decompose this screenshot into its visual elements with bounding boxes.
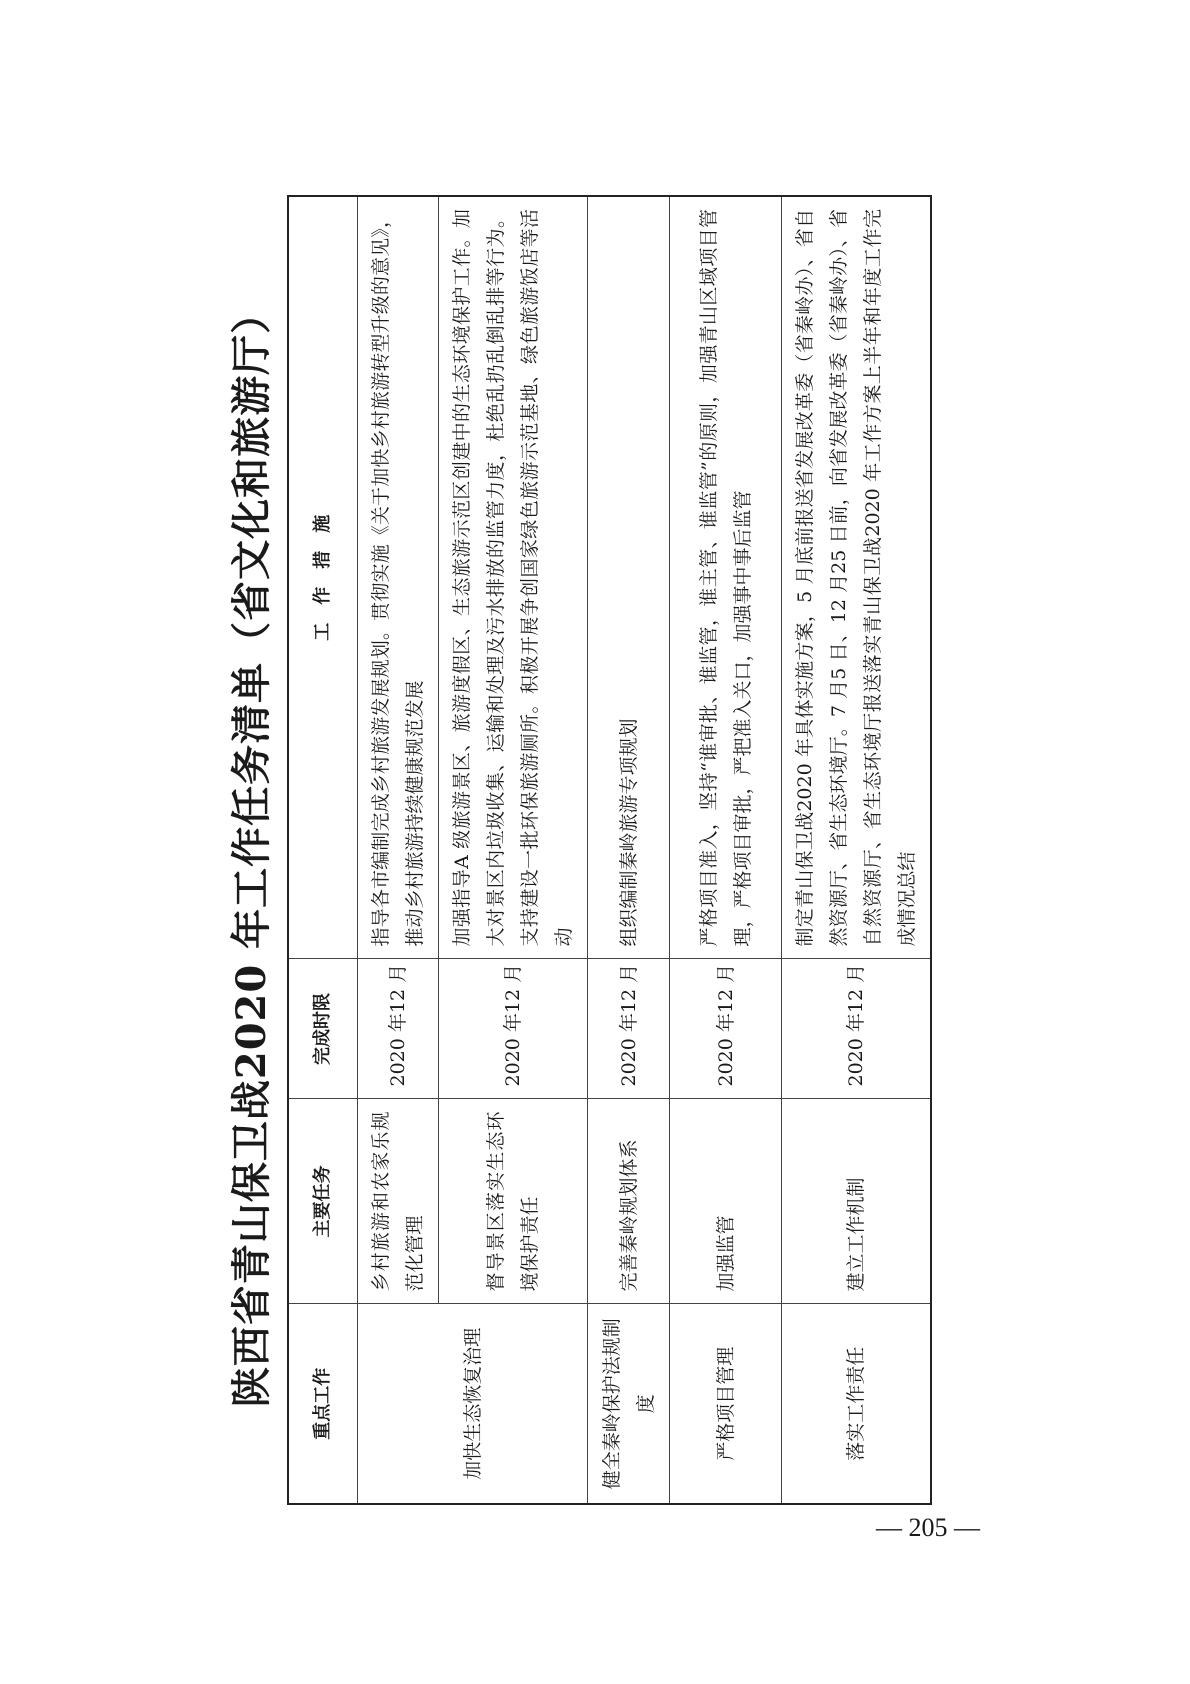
table-header-row [288,196,358,1504]
deadline-cell: 2020 年12 月 [358,959,439,1099]
task-table [287,195,932,1505]
deadline-cell: 2020 年12 月 [588,959,670,1099]
table-row [588,196,670,1504]
header-key-work: 重点工作 [288,1304,358,1504]
header-deadline: 完成时限 [288,959,358,1099]
key-work-cell: 严格项目管理 [670,1304,782,1504]
measures-cell: 严格项目准入，坚持“谁审批、谁监管，谁主管、谁监管”的原则，加强青山区域项目管理，严格项目审批，严把准入关口，加强事中事后监管 [670,196,782,959]
main-task-cell: 建立工作机制 [782,1099,932,1304]
main-task-cell: 完善秦岭规划体系 [588,1099,670,1304]
measures-cell: 制定青山保卫战2020 年具体实施方案，5 月底前报送省发展改革委（省秦岭办）、省自然资源厅、省生态环境厅。7 月5 日、12 月25 日前，向省发展改革委（省秦岭办）、省自然资源厅、省生态环境厅报送落实青山保卫战2020 年工作方案上半年和年度工作完成情况总结 [782,196,932,959]
page-number: — 205 — [876,1513,980,1542]
key-work-cell: 加快生态恢复治理 [358,1304,588,1504]
rotated-table-page [222,195,922,1505]
deadline-cell: 2020 年12 月 [782,959,932,1099]
page-title: 陕西省青山保卫战2020 年工作任务清单（省文化和旅游厅） [228,292,275,1408]
header-main-task: 主要任务 [288,1099,358,1304]
measures-cell: 组织编制秦岭旅游专项规划 [588,196,670,959]
deadline-cell: 2020 年12 月 [439,959,588,1099]
table-row [782,196,932,1504]
table-row [358,196,439,1504]
deadline-cell: 2020 年12 月 [670,959,782,1099]
key-work-cell: 落实工作责任 [782,1304,932,1504]
measures-cell: 指导各市编制完成乡村旅游发展规划。贯彻实施《关于加快乡村旅游转型升级的意见》，推动乡村旅游持续健康规范发展 [358,196,439,959]
header-measures: 工 作 措 施 [288,196,358,959]
main-task-cell: 加强监管 [670,1099,782,1304]
measures-cell: 加强指导A 级旅游景区、旅游度假区、生态旅游示范区创建中的生态环境保护工作。加大对景区内垃圾收集、运输和处理及污水排放的监管力度，杜绝乱扔乱倒乱排等行为。支持建设一批环保旅游厕所。积极开展争创国家绿色旅游示范基地、绿色旅游饭店等活动 [439,196,588,959]
main-task-cell: 督导景区落实生态环境保护责任 [439,1099,588,1304]
table-row [670,196,782,1504]
main-task-cell: 乡村旅游和农家乐规范化管理 [358,1099,439,1304]
key-work-cell: 健全秦岭保护法规制度 [588,1304,670,1504]
